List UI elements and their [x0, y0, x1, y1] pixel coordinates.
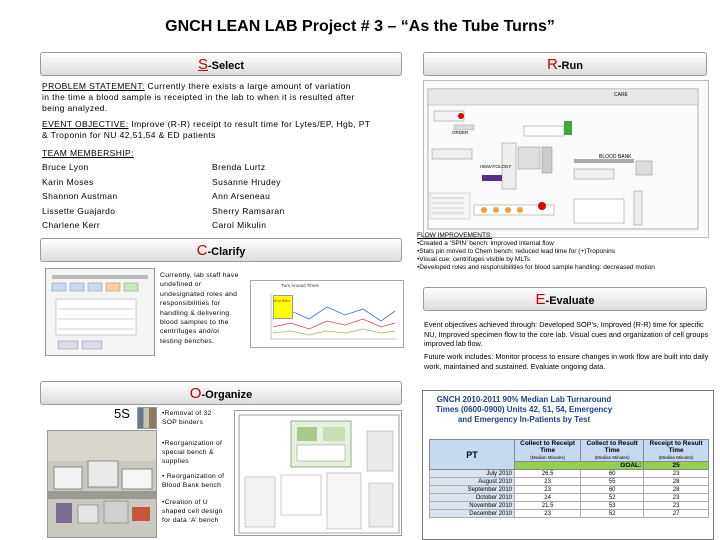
clarify-banner [40, 238, 402, 262]
team-right [212, 160, 362, 233]
run-letter: R [547, 56, 558, 73]
col-header [515, 440, 581, 462]
value-cell: 23 [515, 486, 581, 494]
evaluate-text-2: Future work includes: Monitor process to ensure changes in work flow are built into daily work, maintained and sustained. Evaluate ongoing data. [424, 352, 709, 371]
organize-banner [40, 381, 402, 405]
lab-photo-binders [137, 407, 157, 429]
clarify-text: Currently, lab staff have undefined or undesignated roles and responsibilities for handling & delivering blood samples to the centrifuges and/or testing benches. [160, 272, 239, 345]
value-cell: 23 [644, 494, 709, 502]
month-cell: September 2010 [430, 486, 515, 494]
evaluate-letter: E [535, 291, 546, 308]
bench-layout-drawing [235, 411, 402, 536]
table-row [430, 502, 709, 510]
map-label-care: CARE [614, 92, 628, 98]
month-cell: July 2010 [430, 470, 515, 478]
flow-item: •Developed roles and responsibilities for blood sample handling: decreased motion [417, 264, 655, 271]
test-cell [430, 440, 515, 470]
clarify-chart [250, 280, 404, 348]
value-cell: 21.5 [515, 502, 581, 510]
table-header-row [430, 440, 709, 462]
team-member: Bruce Lyon [42, 162, 89, 172]
team-left [42, 160, 202, 233]
table-row [430, 510, 709, 518]
col-sub: (Median Minutes) [530, 455, 565, 460]
lab-photo-bench [47, 430, 157, 538]
table-row [430, 478, 709, 486]
col-header-1: Collect to Receipt Time [520, 440, 576, 454]
test-name: PT [466, 449, 478, 460]
team-member: Susanne Hrudey [212, 176, 281, 187]
col-sub: (Median Minutes) [658, 455, 694, 460]
team-member: Karin Moses [42, 176, 94, 187]
evaluate-word: -Evaluate [545, 295, 595, 307]
value-cell: 53 [581, 502, 644, 510]
team-member: Brenda Lurtz [212, 162, 266, 172]
col-header [581, 440, 644, 462]
lab-floor-map [423, 80, 709, 238]
flow-item: •Stats pin moved to Chem bench: reduced lead time for (+)Troponins [417, 248, 616, 255]
label-5s: 5S [114, 406, 130, 421]
problem-statement [42, 81, 358, 114]
flow-improvements-label: FLOW IMPROVEMENTS: [417, 232, 493, 239]
month-cell: December 2010 [430, 510, 515, 518]
value-cell: 26.5 [515, 470, 581, 478]
floor-plan-drawing [424, 81, 708, 237]
flow-improvements [417, 232, 720, 272]
event-label: EVENT OBJECTIVE: [42, 119, 129, 129]
team-member: Charlene Kerr [42, 220, 101, 230]
flow-item: •Created a ‘SPIN’ bench: improved internal flow [417, 240, 554, 247]
chart-thumb-badge-label: 8 to 30m [274, 298, 290, 303]
value-cell: 52 [581, 494, 644, 502]
value-cell: 27 [644, 510, 709, 518]
col-header [644, 440, 709, 462]
organize-letter: O [189, 385, 202, 402]
team-member: Sherry Ramsaran [212, 205, 285, 216]
bench-layout-diagram [234, 410, 402, 536]
performance-table-panel [422, 390, 714, 540]
value-cell: 23 [515, 478, 581, 486]
problem-label: PROBLEM STATEMENT: [42, 81, 145, 91]
run-word: -Run [557, 60, 583, 72]
col-header-3: Receipt to Result Time [649, 440, 703, 454]
problem-text: Currently there exists a large amount of variation in the time a blood sample is receipted in the lab to when it is resulted after being analyzed. [42, 81, 355, 113]
evaluate-banner [423, 287, 707, 311]
table-row [430, 486, 709, 494]
value-cell: 23 [515, 510, 581, 518]
flow-item: •Visual cue: centrifuges visible by MLTs [417, 256, 530, 263]
value-cell: 28 [644, 486, 709, 494]
performance-table [429, 439, 709, 518]
value-cell: 52 [581, 510, 644, 518]
col-sub: (Median Minutes) [594, 455, 630, 460]
team-member: Lissette Guajardo [42, 205, 116, 216]
event-objective [42, 119, 372, 141]
select-word: -Select [207, 60, 245, 72]
value-cell: 55 [581, 478, 644, 486]
map-label-blood-bank: BLOOD BANK [599, 154, 632, 160]
organize-bullets [162, 409, 228, 525]
organize-bullet: • Reorganization of Blood Bank bench [162, 473, 225, 489]
table-row [430, 470, 709, 478]
organize-bullet: •Removal of 32 SOP binders [162, 410, 212, 426]
map-label-order: ORDER [452, 130, 469, 135]
organize-bullet: •Reorganization of special bench & supplies [162, 440, 223, 465]
performance-heading: GNCH 2010-2011 90% Median Lab Turnaround Times (0600-0900) Units 42, 51, 54, Emergency and Emergency In-Patients by Test [435, 395, 613, 424]
month-cell: November 2010 [430, 502, 515, 510]
page-title: GNCH LEAN LAB Project # 3 – “As the Tube Turns” [165, 18, 555, 35]
month-cell: August 2010 [430, 478, 515, 486]
team-member: Shannon Austman [42, 191, 118, 201]
select-banner [40, 52, 402, 76]
value-cell: 28 [644, 478, 709, 486]
value-cell: 23 [644, 470, 709, 478]
clarify-letter: C [196, 242, 208, 259]
goal-value: 25 [644, 462, 709, 470]
clarify-word: -Clarify [207, 246, 246, 258]
evaluate-text-1: Event objectives achieved through: Developed SOP’s, Improved (R-R) time for specific NU, Improved specimen flow to the core lab. Visual cues and organization of cell groups improved lab flow. [424, 320, 709, 349]
run-banner [423, 52, 707, 76]
col-header-2: Collect to Result Time [586, 440, 638, 454]
value-cell: 60 [581, 470, 644, 478]
goal-label: GOAL: [515, 462, 644, 470]
chart-thumb-title: Turn Around Times [281, 283, 319, 288]
select-letter: S [197, 56, 208, 73]
map-label-hematology: HEMATOLOGY [480, 164, 512, 169]
lab-photo-drawing [48, 431, 157, 538]
organize-word: -Organize [201, 389, 253, 401]
value-cell: 24 [515, 494, 581, 502]
team-member: Ann Arseneau [212, 191, 271, 201]
value-cell: 60 [581, 486, 644, 494]
organize-bullet: •Creation of U shaped cell design for data ‘A’ bench [162, 499, 223, 524]
table-row [430, 494, 709, 502]
process-diagram-drawing [46, 269, 155, 356]
clarify-diagram [45, 268, 155, 356]
team-label: TEAM MEMBERSHIP: [42, 148, 134, 158]
event-text: Improve (R-R) receipt to result time for Lytes/EP, Hgb, PT & Troponin for NU 42,51,54 & ED patients [42, 119, 371, 140]
value-cell: 23 [644, 502, 709, 510]
team-member: Carol Mikulin [212, 220, 267, 230]
month-cell: October 2010 [430, 494, 515, 502]
